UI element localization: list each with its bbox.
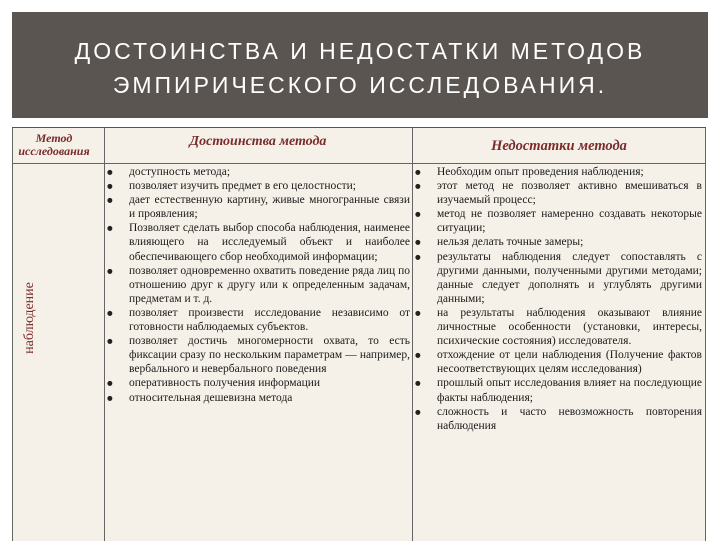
list-item: ● прошлый опыт исследования влияет на последующие факты наблюдения; (412, 376, 702, 404)
list-item: ● дает естественную картину, живые многогранные связи и проявления; (104, 193, 410, 221)
table-border-left (12, 128, 13, 541)
list-item: ● на результаты наблюдения оказывают влияние личностные особенности (установки, интересы, психические состояния) исследователя. (412, 306, 702, 348)
disadvantages-list (412, 165, 702, 433)
list-item: ● отхождение от цели наблюдения (Получение фактов несоответствующих целям исследования) (412, 348, 702, 376)
list-item: ● этот метод не позволяет активно вмешиваться в изучаемый процесс; (412, 179, 702, 207)
list-item: ● позволяет изучить предмет в его целостности; (104, 179, 410, 193)
list-item: ● доступность метода; (104, 165, 410, 179)
list-item: ● сложность и часто невозможность повторения наблюдения (412, 405, 702, 433)
list-item: ● относительная дешевизна метода (104, 391, 410, 405)
method-name-cell: наблюдение (22, 282, 37, 354)
list-item: ● позволяет одновременно охватить поведение ряда лиц по отношению друг к другу или к определенным задачам, предметам и т. д. (104, 264, 410, 306)
list-item: ● результаты наблюдения следует сопоставлять с другими данными, полученными другими методами; данные следует дополнять и углублять другими данными; (412, 250, 702, 306)
advantages-cell (104, 165, 410, 405)
comparison-table (12, 127, 706, 541)
list-item: ● Позволяет сделать выбор способа наблюдения, наименее влияющего на исследуемый объект и наиболее обеспечивающего сбор необходимой информации; (104, 221, 410, 263)
list-item: ● Необходим опыт проведения наблюдения; (412, 165, 702, 179)
list-item: ● метод не позволяет намеренно создавать некоторые ситуации; (412, 207, 702, 235)
slide-title: ДОСТОИНСТВА И НЕДОСТАТКИ МЕТОДОВ ЭМПИРИЧЕСКОГО ИССЛЕДОВАНИЯ. (74, 38, 646, 98)
title-banner (12, 12, 708, 118)
table-border-right (705, 128, 706, 541)
list-item: ● позволяет достичь многомерности охвата, то есть фиксации сразу по нескольким параметрам — например, вербального и невербального поведения (104, 334, 410, 376)
disadvantages-cell (412, 165, 702, 433)
disadvantages-column-header: Недостатки метода (491, 138, 627, 154)
advantages-list (104, 165, 410, 405)
advantages-column-header: Достоинства метода (189, 134, 327, 149)
list-item: ● оперативность получения информации (104, 376, 410, 390)
header-row-divider (12, 163, 706, 164)
method-column-header: Метод исследования (18, 131, 90, 158)
list-item: ● нельзя делать точные замеры; (412, 235, 702, 249)
list-item: ● позволяет произвести исследование независимо от готовности наблюдаемых субъектов. (104, 306, 410, 334)
